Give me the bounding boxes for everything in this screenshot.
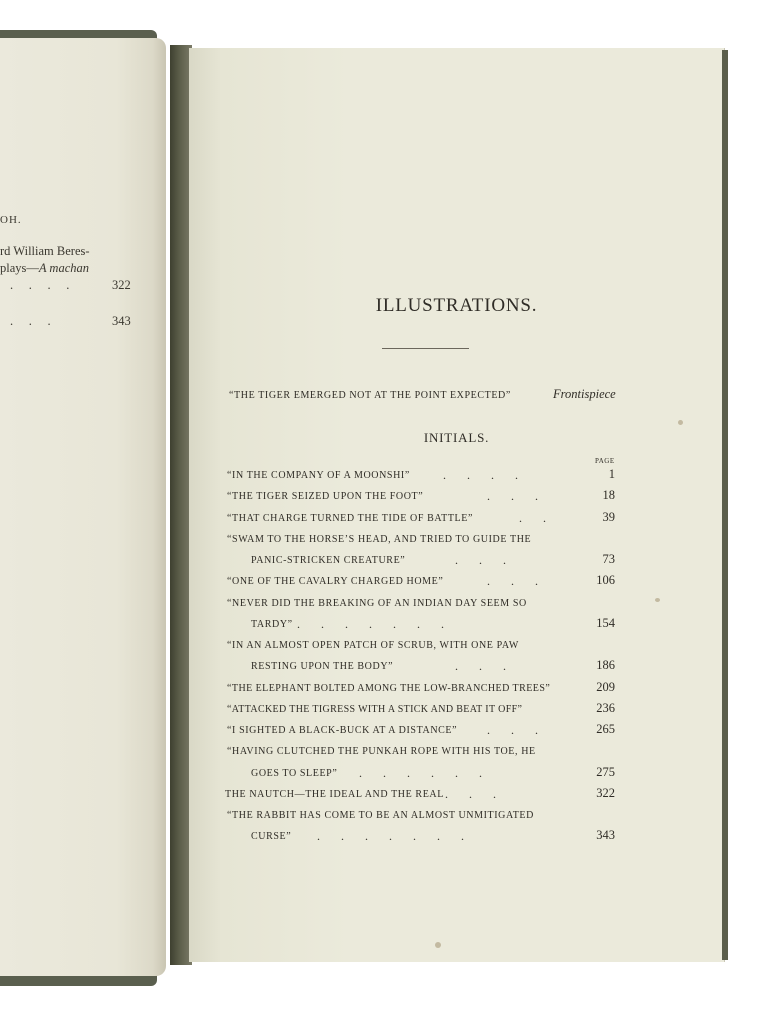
page-title: ILLUSTRATIONS. [375, 295, 538, 316]
left-fragment-page-1: 322 [112, 278, 131, 292]
left-fragment-italic: A machan [38, 261, 90, 275]
entry-3-page: 39 [602, 510, 615, 524]
entry-1-text: “IN THE COMPANY OF A MOONSHI” [227, 470, 410, 481]
entry-3-text: “THAT CHARGE TURNED THE TIDE OF BATTLE” [227, 513, 473, 524]
right-page [189, 48, 724, 962]
entry-4-line-2: PANIC-STRICKEN CREATURE” [251, 555, 406, 566]
left-fragment-page-2: 343 [112, 314, 131, 328]
entry-1-dots: . . . . [443, 468, 518, 482]
entry-10-page: 265 [596, 722, 615, 736]
entry-11-page: 275 [596, 765, 615, 779]
left-fragment-text: plays— [0, 261, 39, 275]
entry-4-page: 73 [602, 552, 615, 566]
entry-7-page: 186 [596, 658, 615, 672]
entry-2-dots: . . . [487, 489, 538, 503]
entry-6-dots: . . . . . . . [297, 617, 444, 631]
left-fragment-line-2 [0, 261, 89, 276]
entry-10-text: “I SIGHTED A BLACK-BUCK AT A DISTANCE” [227, 725, 458, 736]
entry-13-page: 343 [596, 828, 615, 842]
entry-13-line-2: CURSE” [251, 831, 292, 842]
entry-5-text: “ONE OF THE CAVALRY CHARGED HOME” [227, 576, 444, 587]
entry-13-line-1: “THE RABBIT HAS COME TO BE AN ALMOST UNMITIGATED [227, 810, 534, 821]
entry-11-line-2: GOES TO SLEEP” [251, 768, 338, 779]
entry-6-line-1: “NEVER DID THE BREAKING OF AN INDIAN DAY SEEM SO [227, 598, 527, 609]
frontispiece-caption: “THE TIGER EMERGED NOT AT THE POINT EXPECTED” [229, 390, 511, 401]
entry-6-page: 154 [596, 616, 615, 630]
entry-6-line-2: TARDY” [251, 619, 293, 630]
entry-7-line-2: RESTING UPON THE BODY” [251, 661, 394, 672]
initials-heading: INITIALS. [423, 430, 490, 445]
foxing-spot [678, 420, 683, 425]
entry-7-line-1: “IN AN ALMOST OPEN PATCH OF SCRUB, WITH ONE PAW [227, 640, 519, 651]
entry-8-page: 209 [596, 680, 615, 694]
entry-10-dots: . . . [487, 723, 538, 737]
foxing-spot [655, 598, 660, 602]
entry-5-dots: . . . [487, 574, 538, 588]
entry-11-line-1: “HAVING CLUTCHED THE PUNKAH ROPE WITH HIS TOE, HE [227, 746, 536, 757]
entry-4-dots: . . . [455, 553, 506, 567]
entry-12-dots: . . . [445, 787, 496, 801]
entry-12-text: THE NAUTCH—THE IDEAL AND THE REAL [225, 789, 444, 800]
left-fragment-line-1: rd William Beres- [0, 244, 90, 258]
entry-5-page: 106 [596, 573, 615, 587]
right-page-edge [722, 50, 728, 960]
entry-1-page: 1 [608, 467, 615, 481]
page-column-label: PAGE [595, 457, 615, 465]
entry-2-page: 18 [602, 488, 615, 502]
entry-11-dots: . . . . . . [359, 766, 482, 780]
left-fragment-dots-2: . . . [10, 314, 51, 328]
entry-9-text: “ATTACKED THE TIGRESS WITH A STICK AND BEAT IT OFF” [227, 704, 523, 715]
entry-3-dots: . . [519, 511, 546, 525]
left-page [0, 38, 166, 976]
left-fragment-oh: OH. [0, 214, 22, 226]
entry-8-text: “THE ELEPHANT BOLTED AMONG THE LOW-BRANCHED TREES” [227, 683, 551, 694]
title-rule [382, 348, 469, 349]
entry-12-page: 322 [596, 786, 615, 800]
entry-7-dots: . . . [455, 659, 506, 673]
entry-2-text: “THE TIGER SEIZED UPON THE FOOT” [227, 491, 424, 502]
frontispiece-label: Frontispiece [553, 387, 616, 401]
entry-9-page: 236 [596, 701, 615, 715]
left-fragment-dots-1: . . . . [10, 278, 70, 292]
foxing-spot [435, 942, 441, 948]
entry-13-dots: . . . . . . . [317, 829, 464, 843]
entry-4-line-1: “SWAM TO THE HORSE’S HEAD, AND TRIED TO GUIDE THE [227, 534, 532, 545]
